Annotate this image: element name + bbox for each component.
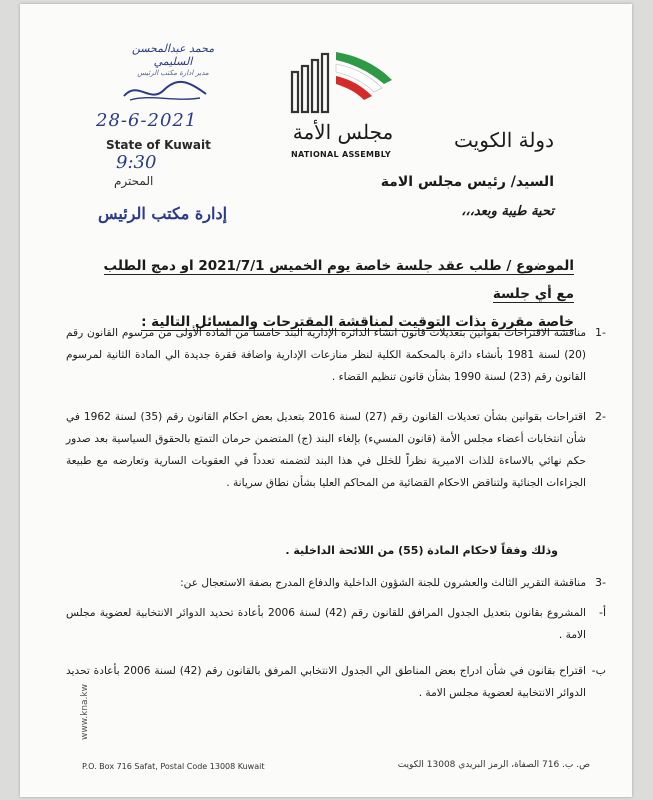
item-number: -1 [595,326,606,339]
item-number: -3 [595,576,606,589]
handwritten-date: 28-6-2021 [96,110,198,131]
item-number: أ- [598,606,606,619]
signature-name: محمد عبدالمحسن السليمي [131,42,215,68]
handwritten-signature-icon [120,76,210,106]
website-watermark: www.kna.kw [80,684,90,740]
list-item [66,572,606,594]
logo-english-name: NATIONAL ASSEMBLY [291,150,391,159]
item-text: مناقشة الاقتراحات بقوانين بتعديلات قانون انشاء الدائرة الإدارية البند خامساً من المادة الأولى من مرسوم القانون رقم (20) لسنة 1981 بأنشاء دائرة بالمحكمة الكلية لنظر منازعات الإدارية واضافة فقرة جديدة الي المادة الثانية لمرسوم القانون رقم (23) لسنة 1990 بشأن قانون تنظيم القضاء . [66,327,586,383]
subject-line-2: خاصة مقررة بذات التوقيت لمناقشة المقترحات والمسائل التالية : [141,314,574,330]
addressee: السيد/ رئيس مجلس الامة [380,174,554,190]
state-of-kuwait-en: State of Kuwait [106,138,211,152]
item-number: -2 [595,410,606,423]
item-text: اقتراحات بقوانين بشأن تعديلات القانون رقم (27) لسنة 2016 بتعديل بعض احكام القانون رقم (35) لسنة 1962 في شأن انتخابات أعضاء مجلس الأمة (قانون المسيء) بإلغاء البند (ج) المتضمن حرمان التمتع بالحقوق السياسية بعد صدور حكم نهائي بالاساءة للذات الاميرية نظراً للخلل في هذا البند لتضمنه تعدداً في العقوبات السارية وتعارضه مع طبيعة الجزاءات الجنائية ولتناقض الاحكام القضائية من المحاكم العليا بشأن نطاق سريانة . [66,411,586,489]
greeting: تحية طيبة وبعد،،، [461,204,554,219]
respected-label: المحترم [114,174,154,188]
regulation-note: وذلك وفقاً لاحكام المادة (55) من اللائحة الداخلية . [285,544,558,557]
list-item [66,406,606,494]
list-item [66,660,606,704]
item-number: ب- [591,664,606,677]
office-stamp: إدارة مكتب الرئيس [98,204,228,223]
footer-address-ar: ص. ب. 716 الصفاة، الرمز البريدي 13008 الكويت [397,760,590,770]
subject-line-1: الموضوع / طلب عقد جلسة خاصة يوم الخميس 2021/7/1 او دمج الطلب مع أي جلسة [103,258,574,302]
footer-address-en: P.O. Box 716 Safat, Postal Code 13008 Kuwait [82,762,265,771]
list-item [66,602,606,646]
signature-title: مدير ادارة مكتب الرئيس [137,69,209,77]
national-assembly-logo-icon [278,46,398,118]
list-item [66,322,606,388]
logo-arabic-name: مجلس الأمة [292,120,394,144]
signature-stamp [118,42,228,77]
item-text: اقتراح بقانون في شأن ادراج بعض المناطق الي الجدول الانتخابي المرفق بالقانون رقم (42) لسنة 2006 بأعادة تحديد الدوائر الانتخابية لعضوية مجلس الامة . [66,665,586,699]
document-page [20,4,632,797]
handwritten-time: 9:30 [116,152,157,173]
item-text: المشروع بقانون بتعديل الجدول المرافق للقانون رقم (42) لسنة 2006 بأعادة تحديد الدوائر الانتخابية لعضوية مجلس الامة . [66,607,586,641]
item-text: مناقشة التقرير الثالث والعشرون للجنة الشؤون الداخلية والدفاع المدرج بصفة الاستعجال عن: [180,577,586,589]
state-of-kuwait-ar: دولة الكويت [454,128,554,152]
